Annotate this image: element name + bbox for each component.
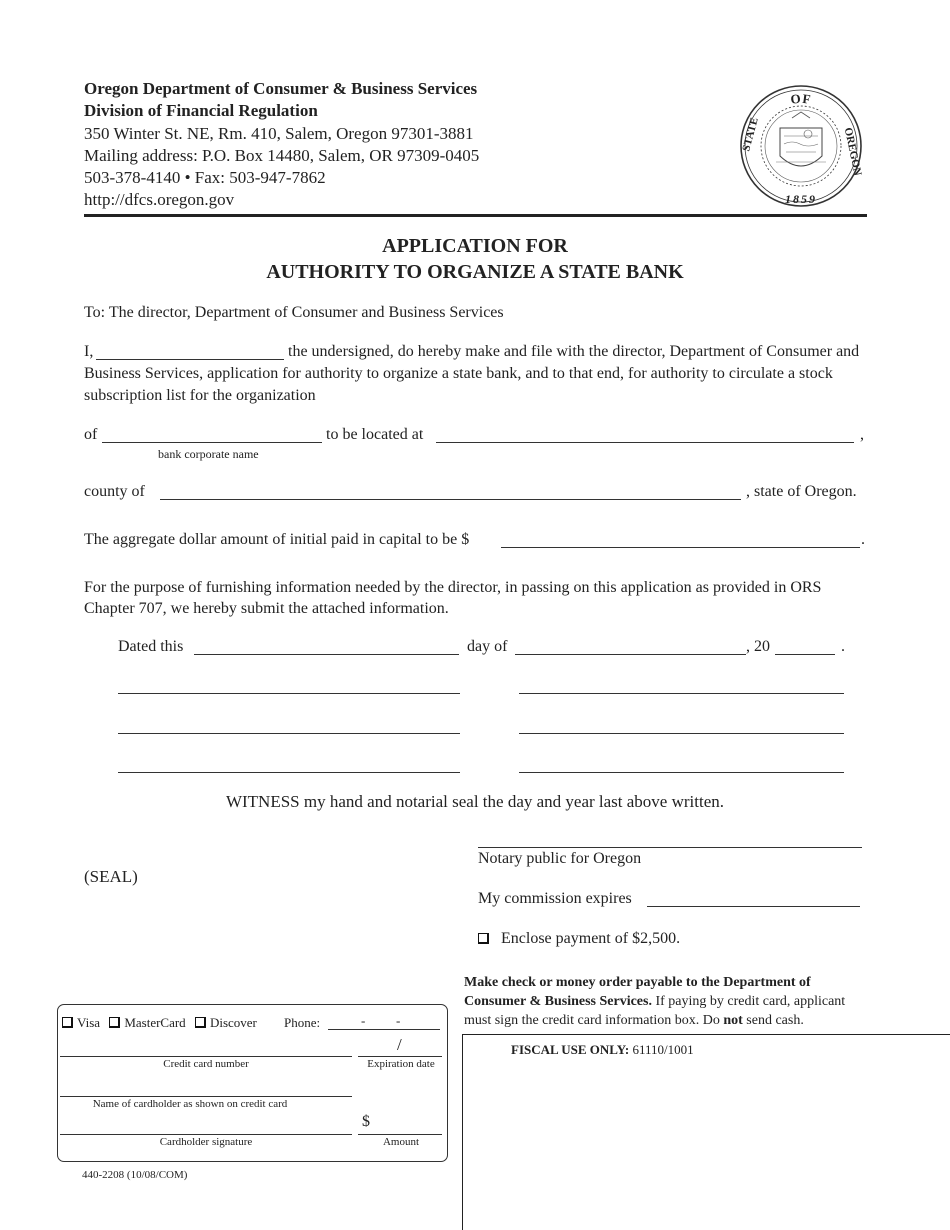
phone-fax: 503-378-4140 • Fax: 503-947-7862 xyxy=(84,168,326,187)
oregon-state-seal xyxy=(736,84,866,209)
dated-day-field[interactable] xyxy=(194,654,459,655)
commission-label: My commission expires xyxy=(478,890,632,907)
phone-dash-2: - xyxy=(396,1013,401,1028)
fiscal-use-text xyxy=(511,1042,694,1058)
mastercard-option[interactable] xyxy=(109,1015,185,1030)
card-number-caption: Credit card number xyxy=(163,1058,249,1070)
bank-name-caption: bank corporate name xyxy=(158,447,259,461)
cardholder-signature-field[interactable] xyxy=(60,1134,352,1135)
phone-field[interactable] xyxy=(328,1029,440,1030)
fiscal-use-label: FISCAL USE ONLY: xyxy=(511,1042,630,1057)
capital-amount-field[interactable] xyxy=(501,547,860,548)
send-cash-note: send cash. xyxy=(742,1013,804,1028)
location-comma: , xyxy=(860,426,864,443)
notary-signature-field[interactable] xyxy=(478,847,862,848)
county-label: county of xyxy=(84,483,145,500)
division-name: Division of Financial Regulation xyxy=(84,101,318,120)
enclose-payment-item[interactable] xyxy=(478,930,680,948)
county-field[interactable] xyxy=(160,499,741,500)
dated-label: Dated this xyxy=(118,638,184,655)
mastercard-checkbox[interactable] xyxy=(109,1017,120,1028)
signature-caption: Cardholder signature xyxy=(159,1136,253,1148)
seal-right-text: OREGON xyxy=(841,126,864,177)
payment-instructions xyxy=(464,973,845,1030)
signature-line-left-1[interactable] xyxy=(118,693,460,694)
fiscal-use-box xyxy=(462,1034,950,1230)
svg-text:OF xyxy=(790,91,813,107)
seal-label: (SEAL) xyxy=(84,867,138,886)
located-label: to be located at xyxy=(326,426,424,443)
fiscal-code: 61110/1001 xyxy=(632,1042,694,1057)
phone-dash-1: - xyxy=(361,1013,366,1028)
commission-expires-field[interactable] xyxy=(647,906,860,907)
cardholder-name-field[interactable] xyxy=(60,1096,352,1097)
credit-card-note: If paying by credit card, applicant xyxy=(651,994,846,1009)
payment-instructions-line-3 xyxy=(464,1011,845,1030)
not-emphasis: not xyxy=(723,1013,743,1028)
seal-year: 1859 xyxy=(785,192,817,206)
title-line-2: AUTHORITY TO ORGANIZE A STATE BANK xyxy=(266,261,684,283)
year-prefix: , 20 xyxy=(746,638,770,655)
dated-year-field[interactable] xyxy=(775,654,835,655)
phone-label: Phone: xyxy=(284,1015,321,1030)
capital-period: . xyxy=(861,531,865,548)
intro-prefix: I, xyxy=(84,343,94,360)
amount-field[interactable] xyxy=(358,1134,442,1135)
notary-label: Notary public for Oregon xyxy=(478,850,642,867)
purpose-line-2: Chapter 707, we hereby submit the attached information. xyxy=(84,600,449,617)
seal-left-text: STATE xyxy=(740,116,761,153)
signature-line-right-3[interactable] xyxy=(519,772,844,773)
year-period: . xyxy=(841,638,845,655)
expiration-slash: / xyxy=(397,1035,402,1054)
header-rule xyxy=(84,214,867,217)
purpose-line-1: For the purpose of furnishing information needed by the director, in passing on this application as provided in ORS xyxy=(84,579,822,596)
of-label: of xyxy=(84,426,98,443)
intro-line-2: Business Services, application for authority to organize a state bank, and to that end, for authority to circulate a stock xyxy=(84,365,833,382)
expiration-date-field[interactable] xyxy=(358,1056,442,1057)
title-line-1: APPLICATION FOR xyxy=(382,235,568,257)
day-of-label: day of xyxy=(467,638,508,655)
discover-checkbox[interactable] xyxy=(195,1017,206,1028)
seal-top-text: OF xyxy=(789,90,813,107)
signature-line-right-2[interactable] xyxy=(519,733,844,734)
card-number-field[interactable] xyxy=(60,1056,352,1057)
sign-note: must sign the credit card information box. Do xyxy=(464,1013,724,1028)
witness-statement: WITNESS my hand and notarial seal the day and year last above written. xyxy=(225,792,725,811)
street-address: 350 Winter St. NE, Rm. 410, Salem, Oregon 97301-3881 xyxy=(84,124,474,143)
card-type-options xyxy=(62,1015,257,1031)
amount-caption: Amount xyxy=(382,1136,420,1148)
form-number: 440-2208 (10/08/COM) xyxy=(82,1169,188,1181)
mailing-address: Mailing address: P.O. Box 14480, Salem, OR 97309-0405 xyxy=(84,146,480,165)
payment-instructions-line-2 xyxy=(464,992,845,1011)
enclose-payment-label: Enclose payment of $2,500. xyxy=(501,930,681,947)
enclose-payment-checkbox[interactable] xyxy=(478,933,489,944)
intro-line-1: the undersigned, do hereby make and file with the director, Department of Consumer and xyxy=(288,343,860,360)
signature-line-left-2[interactable] xyxy=(118,733,460,734)
website[interactable]: http://dfcs.oregon.gov xyxy=(84,190,235,209)
signature-line-left-3[interactable] xyxy=(118,772,460,773)
expiration-caption: Expiration date xyxy=(367,1058,435,1070)
discover-option[interactable] xyxy=(195,1015,257,1030)
capital-label: The aggregate dollar amount of initial paid in capital to be $ xyxy=(84,531,470,548)
visa-checkbox[interactable] xyxy=(62,1017,73,1028)
state-suffix: , state of Oregon. xyxy=(746,483,857,500)
mastercard-label: MasterCard xyxy=(124,1015,186,1030)
amount-dollar: $ xyxy=(362,1113,370,1130)
visa-option[interactable] xyxy=(62,1015,100,1030)
to-line: To: The director, Department of Consumer and Business Services xyxy=(84,304,504,321)
dated-month-field[interactable] xyxy=(515,654,746,655)
visa-label: Visa xyxy=(77,1015,101,1030)
agency-name: Oregon Department of Consumer & Business Services xyxy=(84,79,478,98)
location-field[interactable] xyxy=(436,442,854,443)
payment-instructions-line-1: Make check or money order payable to the Department of xyxy=(464,975,811,990)
applicant-name-field[interactable] xyxy=(96,359,284,360)
discover-label: Discover xyxy=(209,1015,257,1030)
bank-name-field[interactable] xyxy=(102,442,322,443)
payable-to: Consumer & Business Services. xyxy=(464,994,652,1009)
intro-line-3: subscription list for the organization xyxy=(84,387,316,404)
cardholder-name-caption: Name of cardholder as shown on credit card xyxy=(92,1098,288,1110)
signature-line-right-1[interactable] xyxy=(519,693,844,694)
